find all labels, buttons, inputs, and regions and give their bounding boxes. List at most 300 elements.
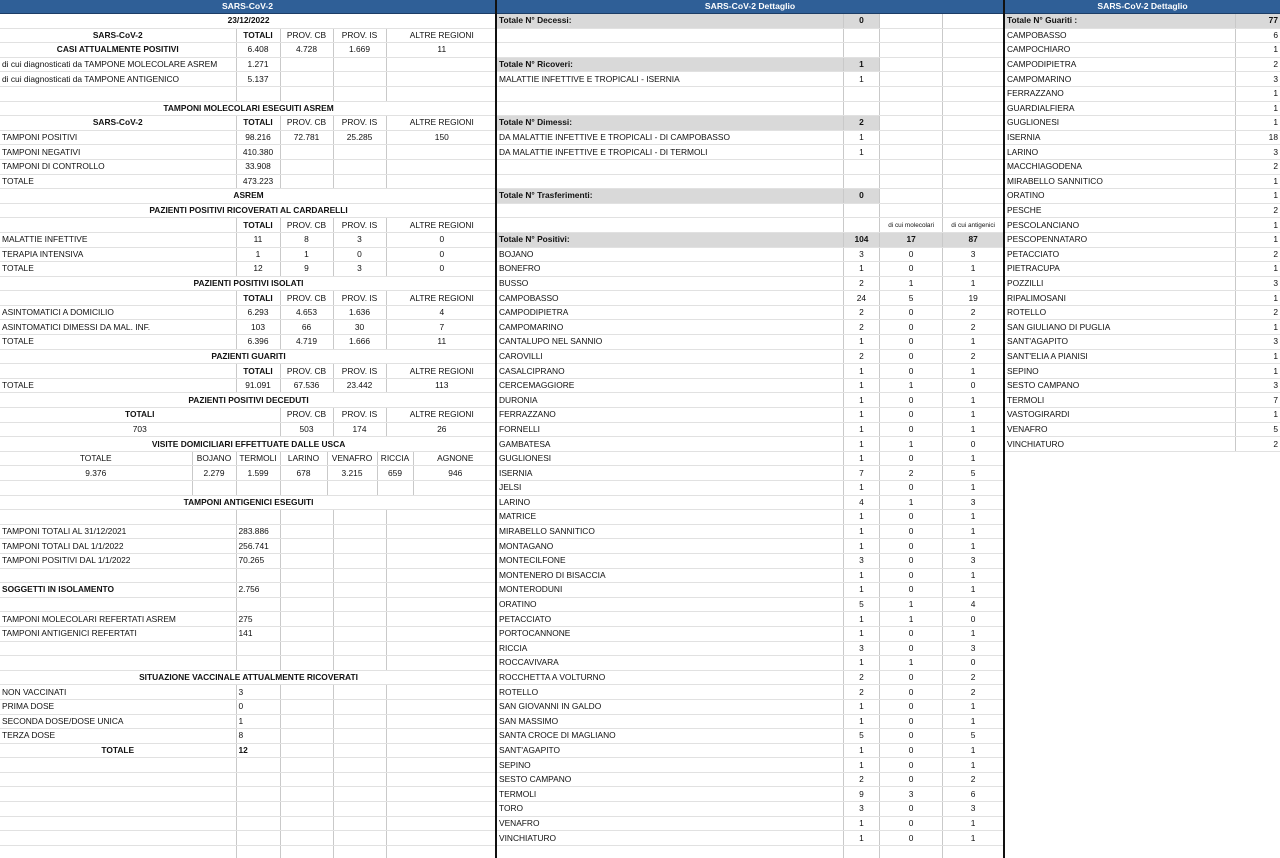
empty-cell — [386, 86, 497, 101]
value-cell: 4.719 — [280, 335, 333, 350]
row-label: TOTALE — [0, 174, 236, 189]
value-cell: 0 — [880, 364, 943, 379]
column-header: TOTALI — [236, 116, 280, 131]
comune-name: SANTA CROCE DI MAGLIANO — [497, 729, 843, 744]
value-cell — [333, 159, 386, 174]
comune-name: BOJANO — [497, 247, 843, 262]
value-cell: 3 — [843, 247, 879, 262]
value-cell: 12 — [236, 743, 280, 758]
summary-table — [0, 14, 497, 437]
comune-row — [1005, 86, 1280, 101]
section-title: PAZIENTI POSITIVI ISOLATI — [0, 276, 497, 291]
value-cell: 33.908 — [236, 159, 280, 174]
empty-cell — [386, 510, 497, 525]
empty-cell — [280, 699, 333, 714]
blank-row — [0, 831, 497, 846]
value-cell: 1 — [943, 568, 1003, 583]
row-label: di cui diagnosticati da TAMPONE ANTIGENICO — [0, 72, 236, 87]
value-cell: 1 — [1235, 291, 1280, 306]
value-cell — [386, 72, 497, 87]
value-cell: 6.293 — [236, 305, 280, 320]
comune-name: ISERNIA — [1005, 130, 1235, 145]
value-cell: 3 — [333, 262, 386, 277]
data-row — [0, 72, 497, 87]
data-row — [0, 699, 497, 714]
value-cell: 19 — [943, 291, 1003, 306]
value-cell: 2 — [843, 349, 879, 364]
value-cell: 9 — [280, 262, 333, 277]
value-cell: 3 — [943, 495, 1003, 510]
section-title: TAMPONI MOLECOLARI ESEGUITI ASREM — [0, 101, 497, 116]
comune-name: PETACCIATO — [1005, 247, 1235, 262]
empty-cell — [0, 481, 192, 496]
comune-name: BUSSO — [497, 276, 843, 291]
value-cell: 2 — [1235, 57, 1280, 72]
row-label: Totale N° Trasferimenti: — [497, 189, 843, 204]
comune-row — [1005, 364, 1280, 379]
empty-cell — [280, 714, 333, 729]
comune-row — [1005, 174, 1280, 189]
empty-cell — [943, 14, 1003, 28]
comune-row — [497, 349, 1003, 364]
empty-cell — [943, 174, 1003, 189]
comune-name: CAMPOBASSO — [497, 291, 843, 306]
comune-row — [497, 524, 1003, 539]
empty-cell — [236, 510, 280, 525]
value-cell: 30 — [333, 320, 386, 335]
comune-name: CASALCIPRANO — [497, 364, 843, 379]
empty-cell — [280, 845, 333, 858]
comune-row — [497, 641, 1003, 656]
value-cell: 3 — [943, 247, 1003, 262]
total-positivi-row — [497, 232, 1003, 247]
value-cell: 1 — [843, 510, 879, 525]
column-header: PROV. CB — [280, 116, 333, 131]
empty-cell — [497, 845, 843, 858]
data-row — [0, 174, 497, 189]
value-cell: 1 — [843, 145, 879, 160]
value-cell: 70.265 — [236, 553, 280, 568]
comune-row — [1005, 43, 1280, 58]
empty-cell — [386, 758, 497, 773]
value-cell: 3 — [880, 787, 943, 802]
comune-name: SAN MASSIMO — [497, 714, 843, 729]
value-cell: 0 — [880, 247, 943, 262]
value-cell: 2 — [1235, 437, 1280, 452]
comune-row — [1005, 247, 1280, 262]
empty-cell — [880, 116, 943, 131]
value-cell: 2 — [943, 670, 1003, 685]
empty-cell — [386, 641, 497, 656]
empty-cell — [333, 583, 386, 598]
value-cell: 1 — [843, 130, 879, 145]
comune-name: MONTENERO DI BISACCIA — [497, 568, 843, 583]
value-cell: 1 — [843, 422, 879, 437]
date-row — [0, 14, 497, 28]
comune-row — [497, 772, 1003, 787]
value-cell: 1 — [880, 495, 943, 510]
value-cell: 0 — [880, 685, 943, 700]
value-cell: 946 — [413, 466, 497, 481]
value-cell: 8 — [236, 729, 280, 744]
column-header-row — [0, 28, 497, 43]
section-title-row — [0, 101, 497, 116]
empty-cell — [236, 758, 280, 773]
comune-row — [497, 481, 1003, 496]
empty-cell — [333, 86, 386, 101]
empty-cell — [386, 714, 497, 729]
value-cell: 1 — [943, 422, 1003, 437]
value-cell — [280, 174, 333, 189]
comune-row — [497, 539, 1003, 554]
empty-cell — [333, 802, 386, 817]
value-cell: 113 — [386, 378, 497, 393]
column-header: PROV. IS — [333, 291, 386, 306]
column-header-row — [0, 116, 497, 131]
value-cell: 1 — [943, 510, 1003, 525]
comune-name: MIRABELLO SANNITICO — [497, 524, 843, 539]
value-cell: 0 — [943, 612, 1003, 627]
value-cell: 67.536 — [280, 378, 333, 393]
comune-name: ROCCAVIVARA — [497, 656, 843, 671]
value-cell: 6.408 — [236, 43, 280, 58]
sub-header-row — [497, 218, 1003, 233]
value-cell: 1 — [843, 758, 879, 773]
comune-row — [1005, 320, 1280, 335]
value-cell: 0 — [880, 408, 943, 423]
section-title-row — [0, 670, 497, 685]
value-cell: 4.728 — [280, 43, 333, 58]
comune-name: BONEFRO — [497, 262, 843, 277]
value-cell: 0 — [880, 583, 943, 598]
row-label: CASI ATTUALMENTE POSITIVI — [0, 43, 236, 58]
value-cell: 1 — [843, 408, 879, 423]
value-cell: 0 — [880, 568, 943, 583]
empty-cell — [943, 189, 1003, 204]
column-header: BOJANO — [192, 451, 236, 466]
value-cell: 2 — [943, 349, 1003, 364]
value-cell: 2 — [1235, 247, 1280, 262]
data-row — [0, 232, 497, 247]
data-row — [0, 130, 497, 145]
empty-cell — [880, 130, 943, 145]
value-cell: 1 — [943, 393, 1003, 408]
blank-row — [0, 758, 497, 773]
value-cell: 5 — [843, 729, 879, 744]
row-label: TOTALE — [0, 743, 236, 758]
comune-name: GAMBATESA — [497, 437, 843, 452]
comune-row — [497, 262, 1003, 277]
empty-cell — [280, 816, 333, 831]
column-header: di cui antigenici — [943, 218, 1003, 233]
empty-cell — [280, 729, 333, 744]
value-cell: 2 — [943, 772, 1003, 787]
value-cell: 1 — [1235, 262, 1280, 277]
comune-name: CAMPOMARINO — [497, 320, 843, 335]
column-header: AGNONE — [413, 451, 497, 466]
value-cell: 1 — [880, 656, 943, 671]
section-title-row — [0, 189, 497, 204]
value-cell: 5 — [1235, 422, 1280, 437]
row-label: TERAPIA INTENSIVA — [0, 247, 236, 262]
value-cell — [333, 57, 386, 72]
column-header-row — [0, 364, 497, 379]
value-cell: 0 — [386, 262, 497, 277]
value-cell: 2 — [843, 670, 879, 685]
value-cell: 1 — [1235, 232, 1280, 247]
value-cell: 2.279 — [192, 466, 236, 481]
blank-row — [0, 641, 497, 656]
blank-row — [0, 86, 497, 101]
data-row — [0, 247, 497, 262]
empty-cell — [236, 568, 280, 583]
usca-table — [0, 437, 497, 495]
empty-cell — [880, 845, 943, 858]
empty-cell — [333, 656, 386, 671]
value-cell: 2 — [843, 320, 879, 335]
empty-cell — [497, 101, 843, 116]
comune-row — [497, 714, 1003, 729]
comune-name: MONTERODUNI — [497, 583, 843, 598]
blank-row — [0, 481, 497, 496]
comune-name: PETACCIATO — [497, 612, 843, 627]
empty-cell — [280, 597, 333, 612]
value-cell: 3 — [843, 641, 879, 656]
blank-row — [497, 86, 1003, 101]
comune-row — [1005, 349, 1280, 364]
comune-row — [497, 276, 1003, 291]
empty-cell — [386, 729, 497, 744]
total-row — [497, 14, 1003, 28]
comune-row — [497, 510, 1003, 525]
comune-name: POZZILLI — [1005, 276, 1235, 291]
row-label: SECONDA DOSE/DOSE UNICA — [0, 714, 236, 729]
value-cell: 9 — [843, 787, 879, 802]
comune-name: RIPALIMOSANI — [1005, 291, 1235, 306]
value-cell: 1 — [943, 276, 1003, 291]
section-title-row — [0, 203, 497, 218]
comune-row — [1005, 101, 1280, 116]
value-cell: 0 — [880, 743, 943, 758]
value-cell: 2 — [943, 320, 1003, 335]
value-cell: 2 — [1235, 159, 1280, 174]
comune-row — [497, 656, 1003, 671]
empty-cell — [377, 481, 413, 496]
comune-row — [1005, 422, 1280, 437]
empty-cell — [943, 43, 1003, 58]
blank-row — [497, 28, 1003, 43]
value-cell: 7 — [1235, 393, 1280, 408]
comune-name: TORO — [497, 802, 843, 817]
empty-cell — [943, 116, 1003, 131]
empty-cell — [280, 656, 333, 671]
empty-cell — [843, 845, 879, 858]
comune-name: PORTOCANNONE — [497, 626, 843, 641]
empty-cell — [333, 641, 386, 656]
empty-cell — [880, 159, 943, 174]
value-cell: 2.756 — [236, 583, 280, 598]
empty-cell — [333, 845, 386, 858]
total-row — [497, 189, 1003, 204]
value-cell: 11 — [386, 335, 497, 350]
value-cell: 1 — [943, 583, 1003, 598]
empty-cell — [280, 802, 333, 817]
value-cell — [280, 145, 333, 160]
empty-cell — [943, 28, 1003, 43]
comune-row — [1005, 408, 1280, 423]
column-header: TOTALI — [0, 408, 280, 423]
value-cell: 3 — [1235, 378, 1280, 393]
comune-name: CERCEMAGGIORE — [497, 378, 843, 393]
blank-row — [497, 43, 1003, 58]
comune-name: SEPINO — [1005, 364, 1235, 379]
blank-row — [497, 203, 1003, 218]
comune-name: SESTO CAMPANO — [1005, 378, 1235, 393]
empty-cell — [386, 524, 497, 539]
value-cell: 3.215 — [327, 466, 377, 481]
comune-name: GUGLIONESI — [1005, 116, 1235, 131]
empty-cell — [943, 86, 1003, 101]
empty-cell — [333, 685, 386, 700]
comune-row — [497, 816, 1003, 831]
section-title: SITUAZIONE VACCINALE ATTUALMENTE RICOVERATI — [0, 670, 497, 685]
empty-cell — [280, 510, 333, 525]
empty-cell — [333, 597, 386, 612]
value-cell: 1 — [843, 451, 879, 466]
value-cell: 1 — [943, 481, 1003, 496]
comune-row — [497, 626, 1003, 641]
empty-cell — [236, 86, 280, 101]
value-cell: 0 — [386, 232, 497, 247]
value-cell: 0 — [943, 378, 1003, 393]
empty-cell — [386, 539, 497, 554]
empty-cell — [880, 43, 943, 58]
value-cell: 1 — [843, 378, 879, 393]
value-cell: 3 — [843, 553, 879, 568]
value-cell: 2 — [1235, 203, 1280, 218]
value-cell: 1 — [236, 247, 280, 262]
value-cell: 3 — [943, 641, 1003, 656]
comune-name: CAMPODIPIETRA — [497, 305, 843, 320]
comune-row — [497, 729, 1003, 744]
value-cell: 5.137 — [236, 72, 280, 87]
empty-cell — [386, 685, 497, 700]
empty-cell — [0, 597, 236, 612]
empty-cell — [333, 626, 386, 641]
value-cell: 66 — [280, 320, 333, 335]
value-cell: 3 — [1235, 145, 1280, 160]
comune-name: PIETRACUPA — [1005, 262, 1235, 277]
empty-cell — [386, 831, 497, 846]
panel-header: SARS-CoV-2 — [0, 0, 495, 14]
empty-cell — [192, 481, 236, 496]
comune-name: MIRABELLO SANNITICO — [1005, 174, 1235, 189]
empty-cell — [236, 845, 280, 858]
blank-row — [0, 845, 497, 858]
comune-row — [497, 291, 1003, 306]
data-row — [0, 466, 497, 481]
empty-cell — [280, 612, 333, 627]
value-cell: 72.781 — [280, 130, 333, 145]
empty-cell — [0, 86, 236, 101]
panel-header: SARS-CoV-2 Dettaglio — [1005, 0, 1280, 14]
total-value: 77 — [1235, 14, 1280, 28]
value-cell: 11 — [386, 43, 497, 58]
comune-name: ROTELLO — [497, 685, 843, 700]
comune-name: CAMPOMARINO — [1005, 72, 1235, 87]
total-value: 2 — [843, 116, 879, 131]
empty-cell — [843, 159, 879, 174]
empty-cell — [943, 130, 1003, 145]
value-cell: 1 — [843, 568, 879, 583]
value-cell: 678 — [280, 466, 327, 481]
value-cell: 0 — [880, 714, 943, 729]
value-cell: 1 — [880, 276, 943, 291]
empty-cell — [333, 729, 386, 744]
empty-cell — [386, 845, 497, 858]
section-title-row — [0, 393, 497, 408]
blank-row — [0, 568, 497, 583]
value-cell: 0 — [880, 524, 943, 539]
value-cell: 1 — [1235, 116, 1280, 131]
comune-name: SESTO CAMPANO — [497, 772, 843, 787]
comune-name: ROTELLO — [1005, 305, 1235, 320]
empty-cell — [386, 553, 497, 568]
data-row — [0, 626, 497, 641]
data-row — [497, 145, 1003, 160]
value-cell: 3 — [236, 685, 280, 700]
empty-cell — [497, 43, 843, 58]
comune-row — [497, 305, 1003, 320]
comune-name: DURONIA — [497, 393, 843, 408]
value-cell: 2 — [843, 276, 879, 291]
row-label: Totale N° Guariti : — [1005, 14, 1235, 28]
empty-cell — [386, 626, 497, 641]
value-cell: 1 — [843, 262, 879, 277]
value-cell: 4 — [943, 597, 1003, 612]
comune-name: MACCHIAGODENA — [1005, 159, 1235, 174]
value-cell: 98.216 — [236, 130, 280, 145]
column-header: PROV. CB — [280, 408, 333, 423]
value-cell — [386, 159, 497, 174]
value-cell: 1 — [943, 524, 1003, 539]
empty-cell — [333, 568, 386, 583]
column-header: SARS-CoV-2 — [0, 28, 236, 43]
comune-row — [497, 831, 1003, 846]
comune-row — [497, 495, 1003, 510]
column-header: VENAFRO — [327, 451, 377, 466]
value-cell: 18 — [1235, 130, 1280, 145]
comune-name: ROCCHETTA A VOLTURNO — [497, 670, 843, 685]
empty-cell — [843, 218, 879, 233]
value-cell: 3 — [333, 232, 386, 247]
value-cell: 5 — [943, 466, 1003, 481]
comune-name: CAMPODIPIETRA — [1005, 57, 1235, 72]
empty-cell — [0, 845, 236, 858]
empty-cell — [280, 539, 333, 554]
column-header: TERMOLI — [236, 451, 280, 466]
comune-row — [1005, 218, 1280, 233]
empty-cell — [280, 758, 333, 773]
value-cell: 0 — [880, 772, 943, 787]
value-cell — [386, 174, 497, 189]
comune-name: SAN GIOVANNI IN GALDO — [497, 699, 843, 714]
value-cell: 12 — [236, 262, 280, 277]
column-header: ALTRE REGIONI — [386, 28, 497, 43]
value-cell: 0 — [880, 451, 943, 466]
empty-cell — [280, 553, 333, 568]
value-cell: 1 — [843, 539, 879, 554]
